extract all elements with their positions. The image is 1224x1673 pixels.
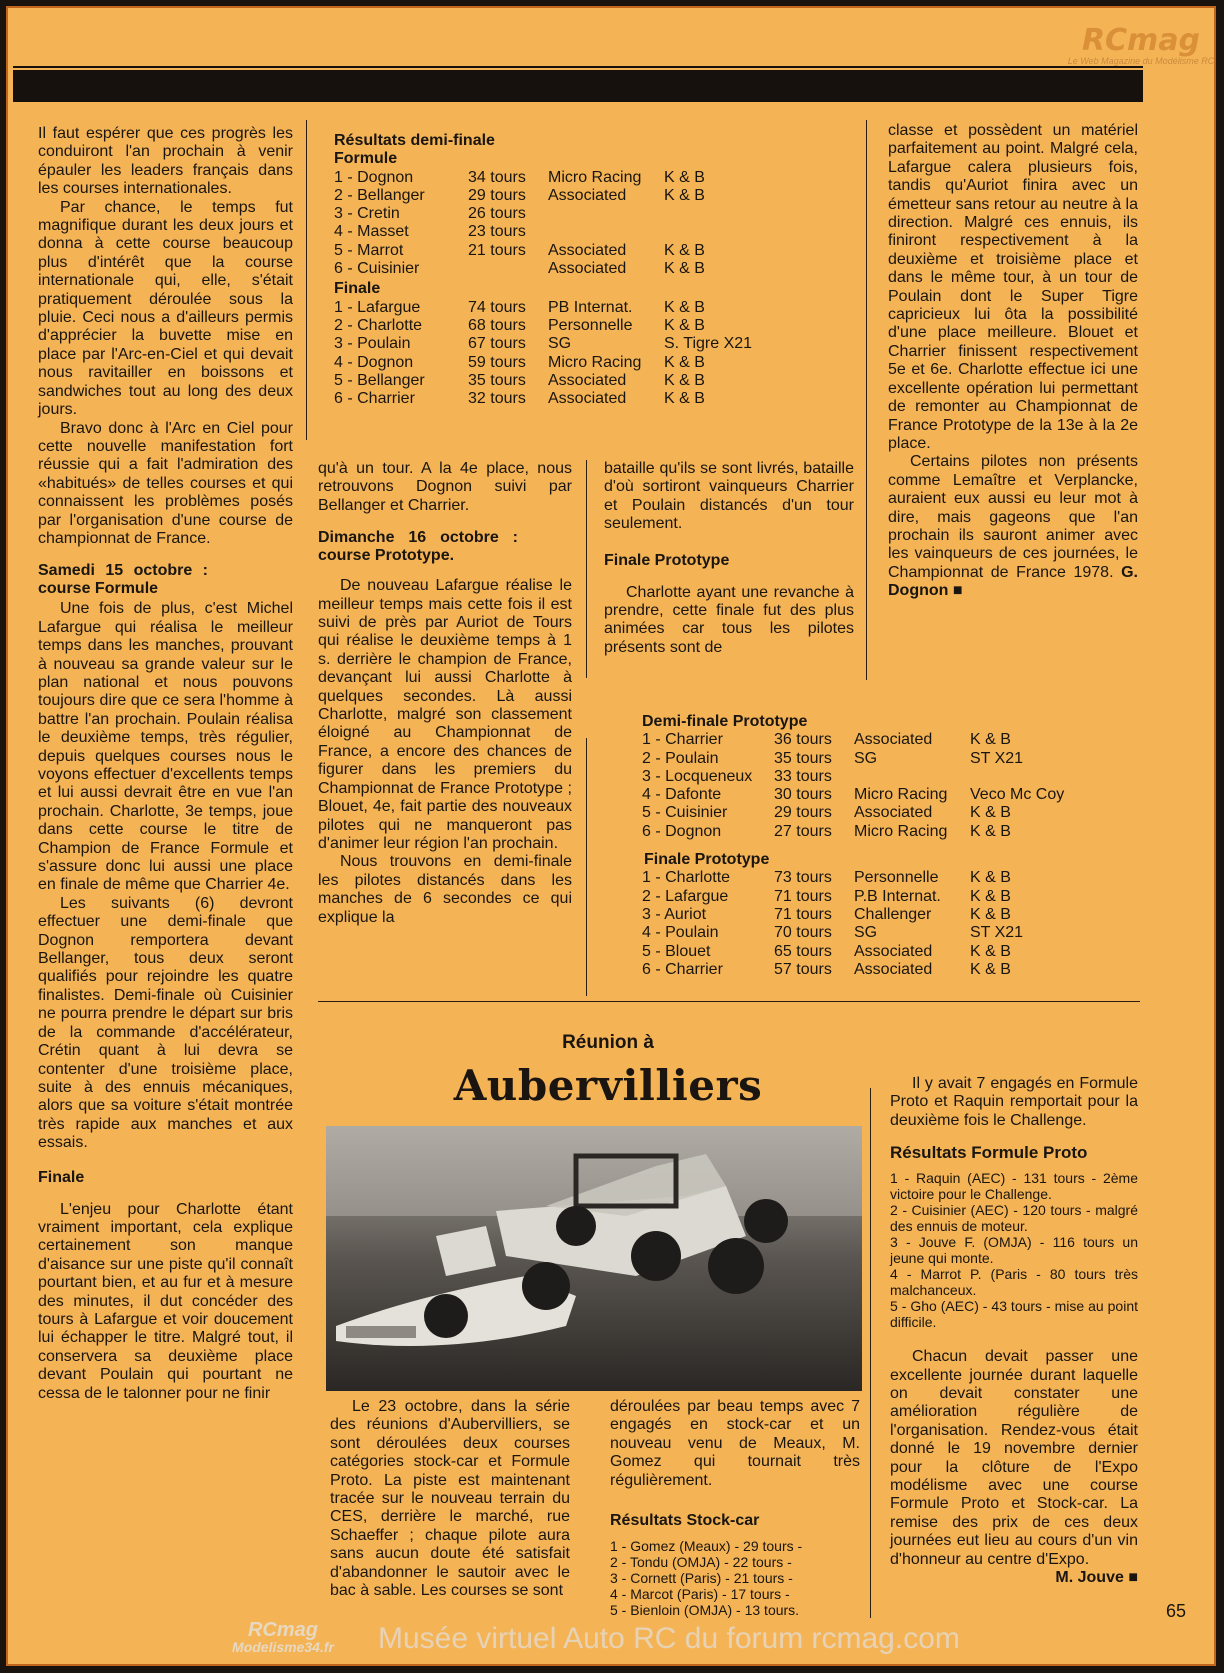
section-heading: Dimanche 16 octobre : course Prototype. xyxy=(318,529,518,565)
table-cell: 4 - Poulain xyxy=(642,924,719,942)
table-body xyxy=(334,169,854,279)
table-cell: 1 - Charlotte xyxy=(642,869,731,887)
table-body xyxy=(638,731,1138,841)
table-cell: SG xyxy=(854,749,878,767)
aubervilliers-column-a xyxy=(330,1398,570,1600)
table-cell: 32 tours xyxy=(468,390,526,408)
list-item: 3 - Cornett (Paris) - 21 tours - xyxy=(610,1570,793,1587)
table-cell: ST X21 xyxy=(970,749,1024,767)
table-title: Résultats demi-finale Formule xyxy=(334,132,495,168)
table-cell: 2 - Lafargue xyxy=(642,887,729,905)
table-cell: Associated xyxy=(548,390,627,408)
list-item: 5 - Bienloin (OMJA) - 13 tours. xyxy=(610,1602,800,1619)
table-cell: Associated xyxy=(548,186,627,204)
table-cell: Associated xyxy=(854,960,933,978)
section-heading: Samedi 15 octobre : course Formule xyxy=(38,562,208,598)
table-cell: 3 - Cretin xyxy=(334,205,400,223)
table-row xyxy=(638,786,1138,804)
table-cell: 4 - Dafonte xyxy=(642,786,722,804)
table-cell: Micro Racing xyxy=(854,822,948,840)
table-cell: 33 tours xyxy=(774,767,832,785)
column-rule xyxy=(586,738,587,996)
table-cell: 2 - Charlotte xyxy=(334,316,423,334)
table-cell: 3 - Auriot xyxy=(642,905,707,923)
footer-logo: RCmag Modelisme34.fr xyxy=(232,1619,334,1655)
section-heading: Finale xyxy=(38,1168,85,1186)
table-cell: K & B xyxy=(970,731,1011,749)
paragraph: Il y avait 7 engagés en Formule Proto et Raquin remportait pour la deuxième fois le Challenge. xyxy=(890,1075,1138,1129)
paragraph: Par chance, le temps fut magnifique durant les deux jours et donna à cette course beaucoup plus d'intérêt que la course internationale qui, elle, s'était pratiquement déroulée sous la pluie. Ceci nous a d'ailleurs permis d'apprécier la buvette mise en place par l'Arc-en-Ciel et qui devait nous ravitailler en boissons et sandwiches tout au long des deux jours. xyxy=(38,198,293,419)
column-4 xyxy=(888,122,1138,601)
list-item: 5 - Gho (AEC) - 43 tours - mise au point difficile. xyxy=(890,1298,1138,1331)
table-cell: 36 tours xyxy=(774,731,832,749)
table-row xyxy=(334,205,854,223)
paragraph: Il faut espérer que ces progrès les conduiront l'an prochain à venir épauler les leaders français dans les courses internationales. xyxy=(38,125,293,198)
table-cell: Micro Racing xyxy=(548,168,642,186)
paragraph: Certains pilotes non présents comme Lemaître et Verplancke, auraient eux aussi eu leur mot à dire, mais gageons que l'an prochain ils sauront animer avec les vainqueurs de ces journées, le Championnat de France 1978. xyxy=(888,453,1138,581)
table-cell: ST X21 xyxy=(970,924,1024,942)
footer-watermark xyxy=(208,1620,1208,1660)
table-cell: K & B xyxy=(970,942,1011,960)
table-cell: 2 - Poulain xyxy=(642,749,719,767)
table-row xyxy=(638,750,1138,768)
aubervilliers-column-b xyxy=(610,1398,860,1618)
table-cell: 4 - Dognon xyxy=(334,353,414,371)
table-cell: Associated xyxy=(548,260,627,278)
table-cell: 29 tours xyxy=(468,186,526,204)
table-cell: K & B xyxy=(970,869,1011,887)
table-cell: K & B xyxy=(970,960,1011,978)
article-kicker: Réunion à xyxy=(562,1032,654,1053)
formule-proto-results xyxy=(890,1170,1138,1330)
table-title: Demi-finale Prototype xyxy=(642,713,808,730)
column-2 xyxy=(318,460,572,927)
table-cell: Personnelle xyxy=(854,869,939,887)
table-cell: 5 - Bellanger xyxy=(334,371,425,389)
paragraph: Charlotte ayant une revanche à prendre, cette finale fut des plus animées car tous les pilotes présents sont de xyxy=(604,583,854,656)
table-cell: Challenger xyxy=(854,905,932,923)
table-cell: 2 - Bellanger xyxy=(334,186,425,204)
table-cell: K & B xyxy=(664,371,705,389)
header-bar xyxy=(13,70,1143,102)
table-cell: 3 - Poulain xyxy=(334,335,411,353)
table-cell: Micro Racing xyxy=(548,353,642,371)
paragraph: qu'à un tour. A la 4e place, nous retrouvons Dognon suivi par Bellanger et Charrier. xyxy=(318,460,572,514)
table-row xyxy=(638,804,1138,822)
table-cell: 73 tours xyxy=(774,869,832,887)
table-row xyxy=(334,317,854,335)
table-body xyxy=(334,299,854,409)
table-cell: 26 tours xyxy=(468,205,526,223)
table-cell: 6 - Cuisinier xyxy=(334,260,420,278)
table-row xyxy=(638,768,1138,786)
section-heading: Résultats Stock-car xyxy=(610,1512,760,1530)
table-cell: 68 tours xyxy=(468,316,526,334)
race-cars-photo xyxy=(326,1126,862,1391)
section-heading: Résultats Formule Proto xyxy=(890,1143,1088,1163)
table-row xyxy=(334,390,854,408)
table-cell: SG xyxy=(548,335,572,353)
table-cell: K & B xyxy=(970,804,1011,822)
paragraph: L'enjeu pour Charlotte étant vraiment important, cela explique certainement son manque d'aisance sur une piste qu'il connaît pourtant bien, et au fur et à mesure des minutes, il dut concéder des tours à Lafargue et voir doucement lui échapper le titre. Malgré tout, il conservera sa deuxième place devant Poulain qui pourtant ne cessa de le talonner pour ne finir xyxy=(38,1200,293,1402)
table-row xyxy=(638,961,1138,979)
table-cell: 5 - Blouet xyxy=(642,942,711,960)
table-row xyxy=(334,372,854,390)
table-cell: Associated xyxy=(854,942,933,960)
column-1 xyxy=(38,125,293,1403)
table-body xyxy=(638,869,1138,979)
table-cell: Micro Racing xyxy=(854,786,948,804)
author-signature: G. Dognon xyxy=(888,563,1138,600)
section-rule xyxy=(318,1001,1140,1002)
table-cell: SG xyxy=(854,924,878,942)
table-cell: 3 - Locqueneux xyxy=(642,767,753,785)
table-cell: PB Internat. xyxy=(548,298,633,316)
list-item: 1 - Raquin (AEC) - 131 tours - 2ème victoire pour le Challenge. xyxy=(890,1170,1138,1203)
table-row xyxy=(638,731,1138,749)
table-cell: Veco Mc Coy xyxy=(970,786,1065,804)
paragraph: Bravo donc à l'Arc en Ciel pour cette nouvelle manifestation fort réussie qui a fait l'admiration des «habitués» de telles courses et qui connaissent les problèmes posés par l'organisation d'une course de championnat de France. xyxy=(38,419,293,547)
table-cell: K & B xyxy=(970,905,1011,923)
table-cell: K & B xyxy=(664,186,705,204)
table-row xyxy=(334,187,854,205)
table-title: Finale xyxy=(334,280,381,298)
table-cell: 5 - Marrot xyxy=(334,241,404,259)
table-cell: K & B xyxy=(664,298,705,316)
table-cell: 35 tours xyxy=(774,749,832,767)
table-cell: Associated xyxy=(548,241,627,259)
table-cell: 6 - Dognon xyxy=(642,822,722,840)
section-heading: Finale Prototype xyxy=(604,551,730,569)
table-cell: 57 tours xyxy=(774,960,832,978)
aubervilliers-column-c xyxy=(890,1075,1138,1588)
paragraph: bataille qu'ils se sont livrés, bataille d'où sortiront vainqueurs Charrier et Poulain distancés d'un tour seulement. xyxy=(604,460,854,533)
table-row xyxy=(638,888,1138,906)
list-item: 2 - Tondu (OMJA) - 22 tours - xyxy=(610,1554,792,1571)
magazine-page xyxy=(6,6,1216,1666)
list-item: 4 - Marrot P. (Paris - 80 tours très malchanceux. xyxy=(890,1266,1138,1299)
photo-illustration xyxy=(326,1126,862,1391)
column-rule xyxy=(586,460,587,678)
table-row xyxy=(334,242,854,260)
table-cell: 1 - Lafargue xyxy=(334,298,421,316)
table-row xyxy=(334,354,854,372)
paragraph: Nous trouvons en demi-finale les pilotes distancés dans les manches de 6 secondes ce qui explique la xyxy=(318,853,572,926)
list-item: 4 - Marcot (Paris) - 17 tours - xyxy=(610,1586,790,1603)
table-cell: 70 tours xyxy=(774,924,832,942)
table-cell: 34 tours xyxy=(468,168,526,186)
table-cell: P.B Internat. xyxy=(854,887,941,905)
table-cell: 1 - Dognon xyxy=(334,168,414,186)
table-cell: Associated xyxy=(854,804,933,822)
table-row xyxy=(334,260,854,278)
paragraph: Le 23 octobre, dans la série des réunions d'Aubervilliers, se sont déroulées deux courses catégories stock-car et Formule Proto. La piste est maintenant tracée sur le nouveau terrain du CES, derrière le marché, rue Schaeffer ; chaque pilote aura sans aucun doute été satisfait d'abandonner le sautoir avec le bac à sable. Les courses se sont xyxy=(330,1398,570,1600)
table-cell: 35 tours xyxy=(468,371,526,389)
table-cell: 29 tours xyxy=(774,804,832,822)
table-row xyxy=(334,335,854,353)
demi-finale-prototype-table xyxy=(638,713,1138,979)
table-cell: Associated xyxy=(548,371,627,389)
table-cell: K & B xyxy=(664,168,705,186)
table-cell: 67 tours xyxy=(468,335,526,353)
column-3 xyxy=(604,460,854,657)
table-row xyxy=(638,924,1138,942)
table-row xyxy=(638,943,1138,961)
end-mark-icon: ■ xyxy=(1128,1569,1138,1587)
table-cell: 74 tours xyxy=(468,298,526,316)
author-signature: M. Jouve ■ xyxy=(1055,1569,1138,1587)
column-rule xyxy=(870,1088,871,1618)
table-cell: 5 - Cuisinier xyxy=(642,804,728,822)
table-cell: 71 tours xyxy=(774,887,832,905)
table-cell: 65 tours xyxy=(774,942,832,960)
paragraph: Une fois de plus, c'est Michel Lafargue qui réalisa le meilleur temps dans les manches, prouvant à nouveau sa grande valeur sur le plan national et nous pouvons toujours dire que ce sera l'homme à battre l'an prochain. Poulain réalisa le deuxième temps, très régulier, depuis quelques courses nous le voyons effectuer d'excellents temps et lui aussi devrait être en vue l'an prochain. Charlotte, 3e temps, joue dans cette course le titre de Champion de France Formule et s'assure donc lui aussi une place en finale de même que Charrier 4e. xyxy=(38,600,293,894)
list-item: 1 - Gomez (Meaux) - 29 tours - xyxy=(610,1538,803,1555)
paragraph: Les suivants (6) devront effectuer une demi-finale que Dognon remportera devant Bellanger, tous deux seront qualifiés pour rejoindre les quatre finalistes. Demi-finale où Cuisinier ne pourra prendre le départ sur bris de la commande d'accélérateur, Crétin quant à lui devra se contenter d'une troisième place, suite à des ennuis mécaniques, alors que sa voiture s'était montrée très rapide aux manches et aux essais. xyxy=(38,894,293,1152)
footer-text: Musée virtuel Auto RC du forum rcmag.com xyxy=(378,1622,960,1655)
list-item: 2 - Cuisinier (AEC) - 120 tours - malgré des ennuis de moteur. xyxy=(890,1202,1138,1235)
table-cell: 6 - Charrier xyxy=(642,960,723,978)
table-cell: Personnelle xyxy=(548,316,633,334)
table-row xyxy=(638,823,1138,841)
table-cell: 4 - Masset xyxy=(334,223,409,241)
table-cell: K & B xyxy=(664,390,705,408)
demi-finale-formule-table xyxy=(334,132,854,408)
column-rule xyxy=(306,120,307,440)
table-cell: Associated xyxy=(854,731,933,749)
list-item: 3 - Jouve F. (OMJA) - 116 tours un jeune qui monte. xyxy=(890,1234,1138,1267)
column-rule xyxy=(866,120,867,680)
table-row xyxy=(334,169,854,187)
stock-car-results xyxy=(610,1538,860,1618)
table-cell: K & B xyxy=(970,887,1011,905)
table-row xyxy=(638,869,1138,887)
table-cell: K & B xyxy=(664,353,705,371)
table-cell: 23 tours xyxy=(468,223,526,241)
table-cell: 6 - Charrier xyxy=(334,390,415,408)
table-cell: K & B xyxy=(664,260,705,278)
table-cell: K & B xyxy=(664,316,705,334)
article-title: Aubervilliers xyxy=(453,1061,763,1110)
paragraph: Chacun devait passer une excellente journée durant laquelle on devait constater une amélioration régulière de l'organisation. Rendez-vous était donné le 19 novembre dernier pour la clôture de l'Expo modélisme avec une course Formule Proto et Stock-car. La remise des prix de ces deux journées eut lieu au cours d'un vin d'honneur au centre d'Expo. xyxy=(890,1348,1138,1568)
table-cell: 1 - Charrier xyxy=(642,731,723,749)
table-cell: 27 tours xyxy=(774,822,832,840)
end-mark-icon: ■ xyxy=(952,582,963,600)
table-title: Finale Prototype xyxy=(644,851,770,869)
table-cell: 30 tours xyxy=(774,786,832,804)
rcmag-logo: RCmag Le Web Magazine du Modélisme RC xyxy=(1067,23,1215,66)
table-cell: 59 tours xyxy=(468,353,526,371)
table-row xyxy=(638,906,1138,924)
paragraph: classe et possèdent un matériel parfaitement au point. Malgré cela, Lafargue calera plusieurs fois, tandis qu'Auriot finira avec un émetteur sans retour au neutre à la direction. Malgré ces ennuis, ils finiront respectivement à la deuxième et troisième place et dans le même tour, à un tour de Poulain dont le Super Tigre capricieux lui ôta la possibilité d'une place meilleure. Blouet et Charrier finissent respectivement 5e et 6e. Charlotte effectue ici une excellente opération lui permettant de remonter au Championnat de France Prototype de la 13e à la 2e place. xyxy=(888,122,1138,452)
page-number: 65 xyxy=(1166,1601,1187,1621)
table-cell: 71 tours xyxy=(774,905,832,923)
table-cell: K & B xyxy=(664,241,705,259)
table-cell: K & B xyxy=(970,822,1011,840)
paragraph: déroulées par beau temps avec 7 engagés en stock-car et un nouveau venu de Meaux, M. Gomez qui tournait très régulièrement. xyxy=(610,1398,860,1489)
table-cell: S. Tigre X21 xyxy=(664,335,753,353)
table-cell: 21 tours xyxy=(468,241,526,259)
table-row xyxy=(334,299,854,317)
table-row xyxy=(334,223,854,241)
paragraph: De nouveau Lafargue réalise le meilleur temps mais cette fois il est suivi de près par Auriot de Tours qui réalise le deuxième temps à 1 s. derrière le champion de France, devançant lui aussi Charlotte à quelques secondes. Là aussi Charlotte, malgré son classement éloigné au Championnat de France, a encore des chances de figurer dans les premiers du Championnat de France Prototype ; Blouet, 4e, fait partie des nouveaux pilotes qui ne manqueront pas d'animer leur région l'an prochain. xyxy=(318,577,572,852)
